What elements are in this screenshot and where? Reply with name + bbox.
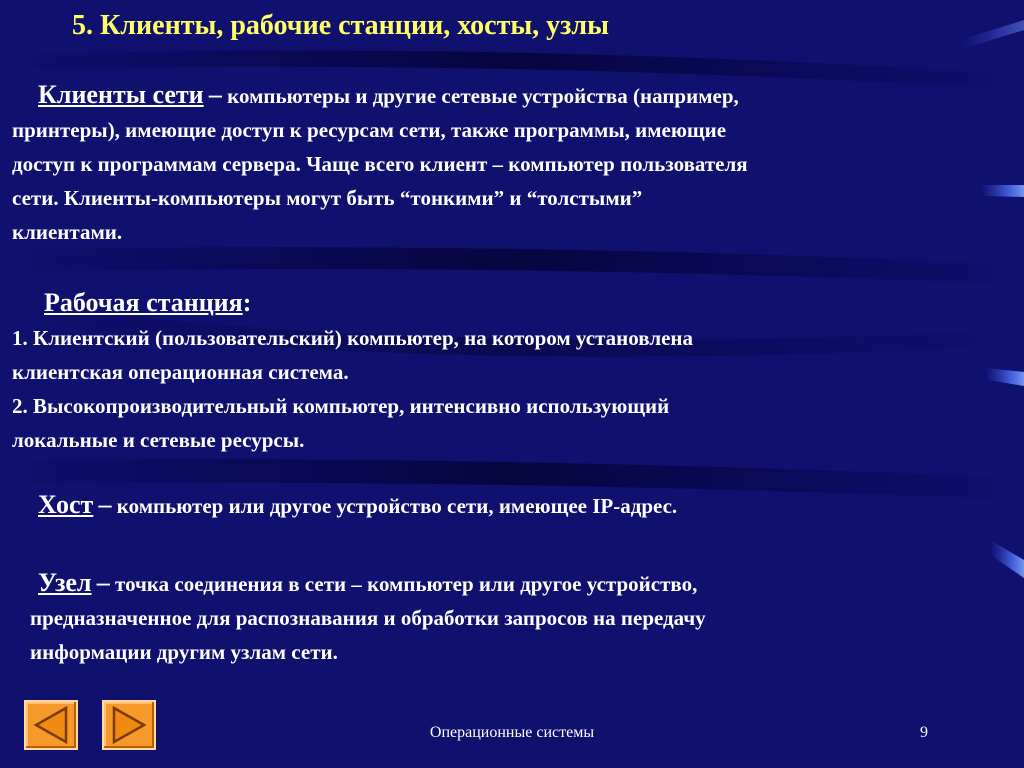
clients-line-1: принтеры), имеющие доступ к ресурсам сети, также программы, имеющие	[12, 118, 727, 142]
host-text: компьютер или другое устройство сети, имеющее IP-адрес.	[116, 494, 678, 518]
clients-line-0: компьютеры и другие сетевые устройства (например,	[227, 84, 739, 108]
workstation-term: Рабочая станция	[44, 288, 243, 317]
host-definition	[38, 488, 998, 523]
clients-definition	[12, 78, 1012, 249]
clients-line-3: сети. Клиенты-компьютеры могут быть “тонкими” и “толстыми”	[12, 186, 643, 210]
node-line-1: предназначенное для распознавания и обработки запросов на передачу	[30, 606, 706, 630]
clients-dash: –	[208, 80, 222, 109]
node-line-0: точка соединения в сети – компьютер или другое устройство,	[115, 572, 698, 596]
next-slide-button[interactable]	[102, 700, 156, 750]
workstation-definition	[12, 286, 1012, 457]
workstation-colon: :	[242, 288, 252, 317]
clients-line-4: клиентами.	[12, 220, 123, 244]
page-number: 9	[920, 724, 928, 741]
workstation-line-0: 1. Клиентский (пользовательский) компьютер, на котором установлена	[12, 326, 694, 350]
footer-course-title: Операционные системы	[429, 724, 595, 741]
node-dash: –	[96, 568, 110, 597]
triangle-right-icon	[104, 702, 154, 748]
host-term: Хост	[38, 490, 94, 519]
workstation-line-2: 2. Высокопроизводительный компьютер, интенсивно использующий	[12, 394, 670, 418]
node-term: Узел	[38, 568, 92, 597]
node-line-2: информации другим узлам сети.	[30, 640, 338, 664]
triangle-left-icon	[26, 702, 76, 748]
slide-title: 5. Клиенты, рабочие станции, хосты, узлы	[72, 10, 610, 41]
clients-term: Клиенты сети	[38, 80, 204, 109]
host-dash: –	[98, 490, 112, 519]
node-definition	[30, 566, 990, 669]
previous-slide-button[interactable]	[24, 700, 78, 750]
workstation-line-3: локальные и сетевые ресурсы.	[12, 428, 305, 452]
workstation-heading	[12, 286, 1012, 321]
node-first-line	[30, 566, 990, 601]
host-line	[38, 488, 998, 523]
clients-first-line	[12, 78, 1012, 113]
workstation-line-1: клиентская операционная система.	[12, 360, 349, 384]
clients-line-2: доступ к программам сервера. Чаще всего клиент – компьютер пользователя	[12, 152, 748, 176]
